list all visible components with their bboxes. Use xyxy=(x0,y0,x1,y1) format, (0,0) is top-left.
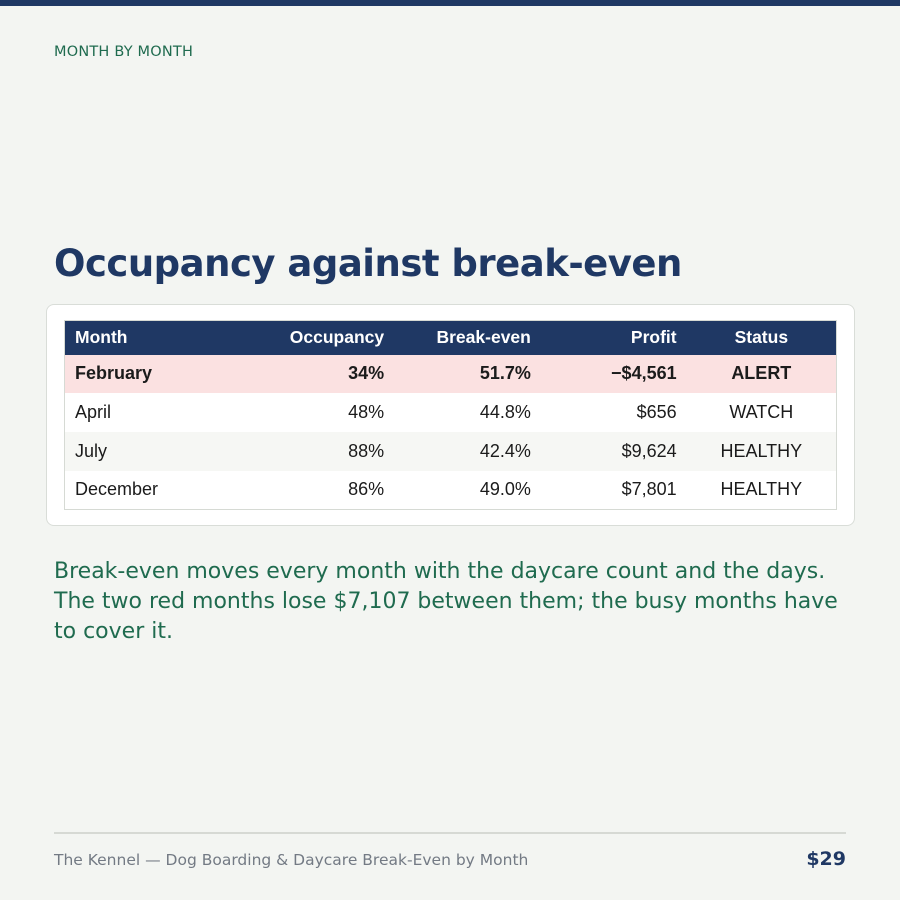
table-card xyxy=(46,304,855,526)
cell-month: July xyxy=(75,440,108,461)
table-row xyxy=(65,432,837,471)
cell-break-even: 51.7% xyxy=(479,363,531,384)
cell-occupancy: 88% xyxy=(348,440,385,461)
cell-profit: $656 xyxy=(636,402,677,423)
cell-profit: $9,624 xyxy=(621,440,677,461)
column-header-occupancy: Occupancy xyxy=(289,327,385,348)
cell-month: February xyxy=(75,363,153,384)
page-number: $29 xyxy=(806,848,846,870)
cell-status-badge: ALERT xyxy=(731,363,792,384)
footer-caption: The Kennel — Dog Boarding & Daycare Break-Even by Month xyxy=(54,851,529,869)
cell-occupancy: 48% xyxy=(348,402,385,423)
cell-occupancy: 34% xyxy=(348,363,385,384)
cell-status-badge: WATCH xyxy=(729,402,794,423)
cell-month: December xyxy=(75,479,159,500)
table-header-row xyxy=(65,321,837,355)
cell-profit: $7,801 xyxy=(621,479,677,500)
table-row xyxy=(65,355,837,394)
summary-paragraph: Break-even moves every month with the daycare count and the days. The two red months lose $7,107 between them; the busy months have to cover it. xyxy=(54,559,838,644)
cell-break-even: 49.0% xyxy=(479,479,531,500)
cell-status-badge: HEALTHY xyxy=(720,479,803,500)
top-accent-bar xyxy=(0,0,900,6)
cell-occupancy: 86% xyxy=(348,479,385,500)
column-header-status: Status xyxy=(734,327,789,348)
cell-break-even: 42.4% xyxy=(479,440,531,461)
section-eyebrow: MONTH BY MONTH xyxy=(54,44,194,60)
page-title: Occupancy against break-even xyxy=(54,242,682,285)
table-row xyxy=(65,471,837,510)
breakeven-table xyxy=(64,320,837,510)
cell-status-badge: HEALTHY xyxy=(720,440,803,461)
cell-break-even: 44.8% xyxy=(479,402,531,423)
column-header-profit: Profit xyxy=(630,327,677,348)
column-header-month: Month xyxy=(75,327,128,348)
table-row xyxy=(65,393,837,432)
column-header-break-even: Break-even xyxy=(436,327,531,348)
cell-profit: −$4,561 xyxy=(611,363,677,384)
footer-divider xyxy=(54,832,846,834)
cell-month: April xyxy=(75,402,112,423)
